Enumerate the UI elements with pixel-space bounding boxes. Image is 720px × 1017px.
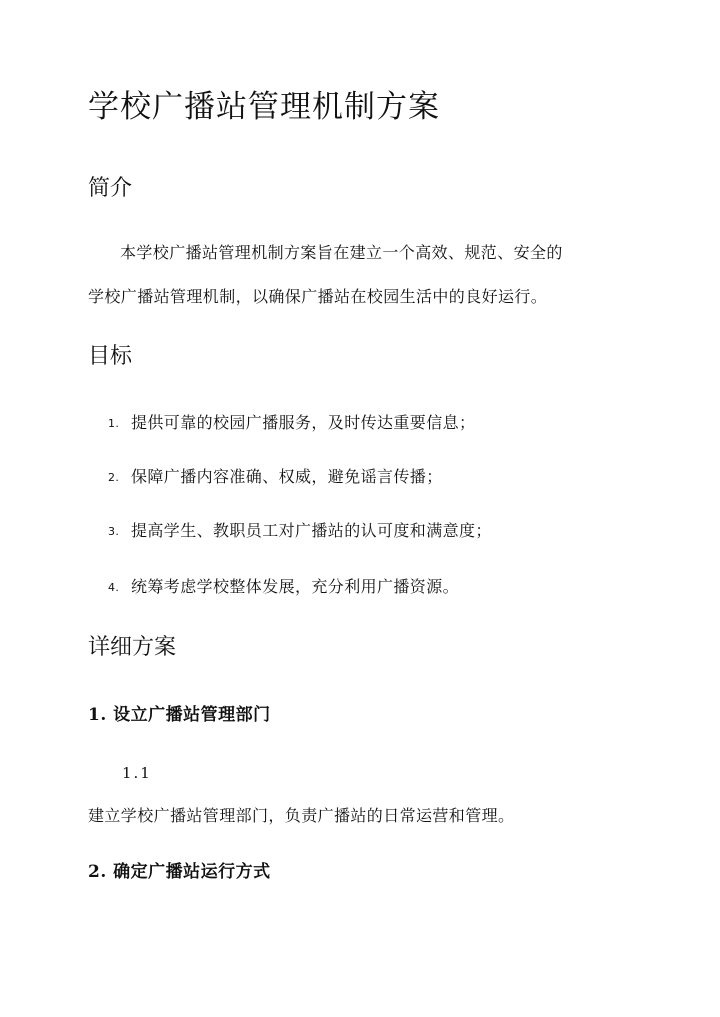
section-1-subnumber: 1.1 bbox=[122, 764, 152, 782]
intro-paragraph-line-2: 学校广播站管理机制，以确保广播站在校园生活中的良好运行。 bbox=[88, 287, 548, 306]
goal-number: 3. bbox=[108, 525, 120, 538]
goals-heading: 目标 bbox=[88, 344, 133, 369]
goal-text: 提高学生、教职员工对广播站的认可度和满意度； bbox=[131, 521, 492, 540]
goal-list-item bbox=[108, 415, 475, 431]
intro-heading: 简介 bbox=[88, 176, 133, 201]
section-2-heading: 2. 确定广播站运行方式 bbox=[88, 862, 271, 882]
goal-text: 统筹考虑学校整体发展，充分利用广播资源。 bbox=[131, 577, 460, 596]
details-heading: 详细方案 bbox=[88, 635, 177, 660]
goal-list-item bbox=[108, 469, 443, 485]
document-title: 学校广播站管理机制方案 bbox=[88, 89, 440, 125]
goal-text: 保障广播内容准确、权威，避免谣言传播； bbox=[131, 467, 443, 486]
goal-number: 4. bbox=[108, 581, 120, 594]
goal-list-item bbox=[108, 579, 459, 595]
goal-number: 1. bbox=[108, 417, 120, 430]
intro-paragraph-line-1: 本学校广播站管理机制方案旨在建立一个高效、规范、安全的 bbox=[120, 243, 563, 262]
goal-list-item bbox=[108, 523, 492, 539]
section-1-text: 建立学校广播站管理部门，负责广播站的日常运营和管理。 bbox=[88, 806, 515, 825]
section-1-heading: 1. 设立广播站管理部门 bbox=[88, 705, 271, 725]
goal-number: 2. bbox=[108, 471, 120, 484]
goal-text: 提供可靠的校园广播服务，及时传达重要信息； bbox=[131, 413, 476, 432]
